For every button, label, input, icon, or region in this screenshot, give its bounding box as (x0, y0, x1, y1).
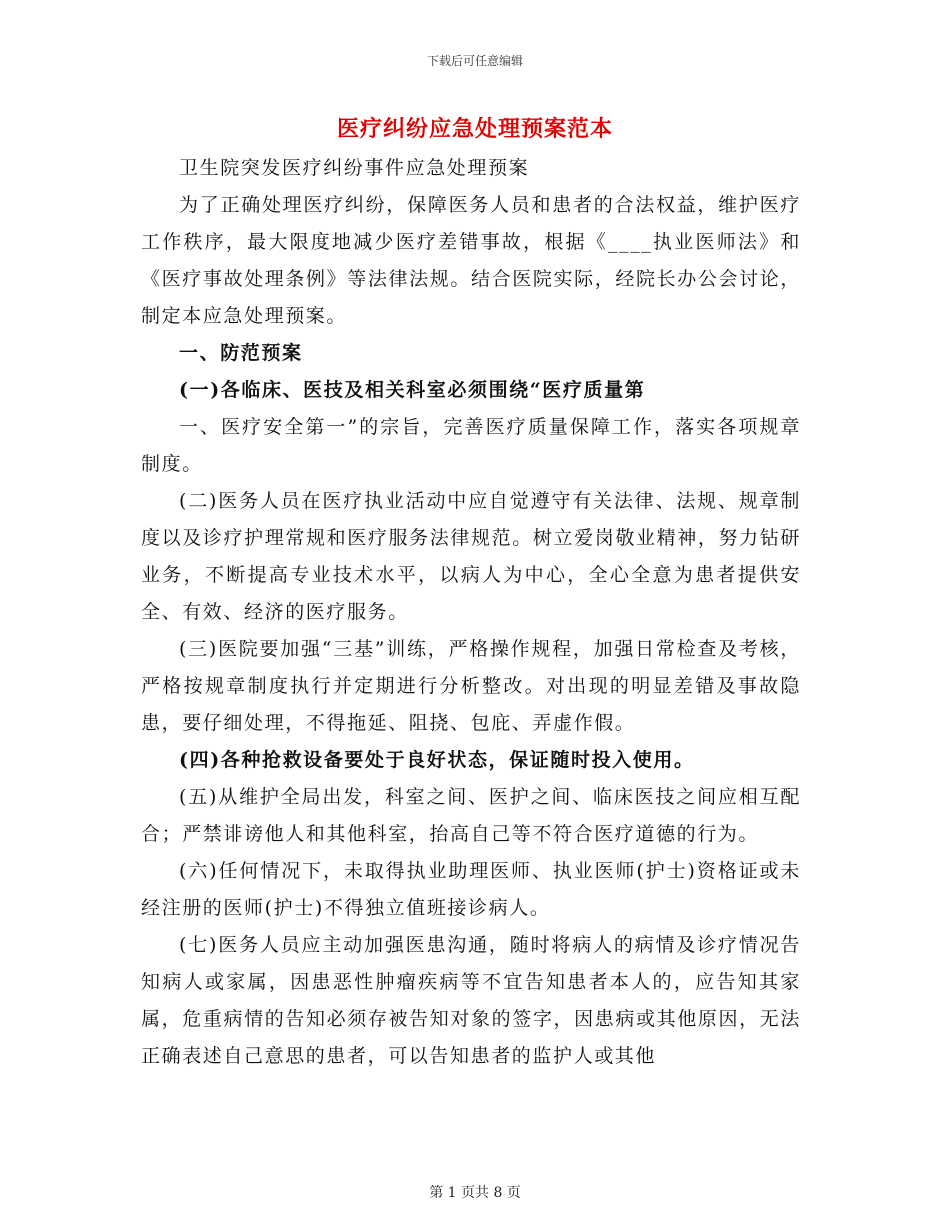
paragraph-item-7: (七)医务人员应主动加强医患沟通，随时将病人的病情及诊疗情况告知病人或家属，因患恶性肿瘤疾病等不宜告知患者本人的，应告知其家属，危重病情的告知必须存被告知对象的签字，因患病或其他原因，无法正确表述自己意思的患者，可以告知患者的监护人或其他 (141, 934, 801, 1067)
paragraph-item-3: (三)医院要加强“三基”训练，严格操作规程，加强日常检查及考核，严格按规章制度执行并定期进行分析整改。对出现的明显差错及事故隐患，要仔细处理，不得拖延、阻挠、包庇、弄虚作假。 (141, 638, 801, 734)
document-body (141, 150, 801, 1075)
document-subtitle: 卫生院突发医疗纠纷事件应急处理预案 (179, 157, 530, 179)
paragraph-item-5: (五)从维护全局出发，科室之间、医护之间、临床医技之间应相互配合；严禁诽谤他人和其他科室，抬高自己等不符合医疗道德的行为。 (141, 786, 801, 845)
document-title: 医疗纠纷应急处理预案范本 (336, 116, 613, 142)
header-note: 下载后可任意编辑 (426, 54, 523, 68)
page-footer: 第 1 页共 8 页 (429, 1185, 521, 1201)
paragraph-item-2: (二)医务人员在医疗执业活动中应自觉遵守有关法律、法规、规章制度以及诊疗护理常规和医疗服务法律规范。树立爱岗敬业精神，努力钻研业务，不断提高专业技术水平，以病人为中心，全心全意为患者提供安全、有效、经济的医疗服务。 (141, 490, 801, 623)
paragraph-intro: 为了正确处理医疗纠纷，保障医务人员和患者的合法权益，维护医疗工作秩序，最大限度地减少医疗差错事故，根据《____执业医师法》和《医疗事故处理条例》等法律法规。结合医院实际，经院长办公会讨论，制定本应急处理预案。 (141, 194, 801, 327)
section-heading-prevention: 一、防范预案 (179, 342, 303, 364)
paragraph-item-1-body: 一、医疗安全第一”的宗旨，完善医疗质量保障工作，落实各项规章制度。 (141, 416, 801, 475)
paragraph-item-4: (四)各种抢救设备要处于良好状态，保证随时投入使用。 (179, 749, 695, 771)
paragraph-item-1-heading: (一)各临床、医技及相关科室必须围绕“医疗质量第 (179, 379, 646, 401)
paragraph-item-6: (六)任何情况下，未取得执业助理医师、执业医师(护士)资格证或未经注册的医师(护士)不得独立值班接诊病人。 (141, 860, 801, 919)
